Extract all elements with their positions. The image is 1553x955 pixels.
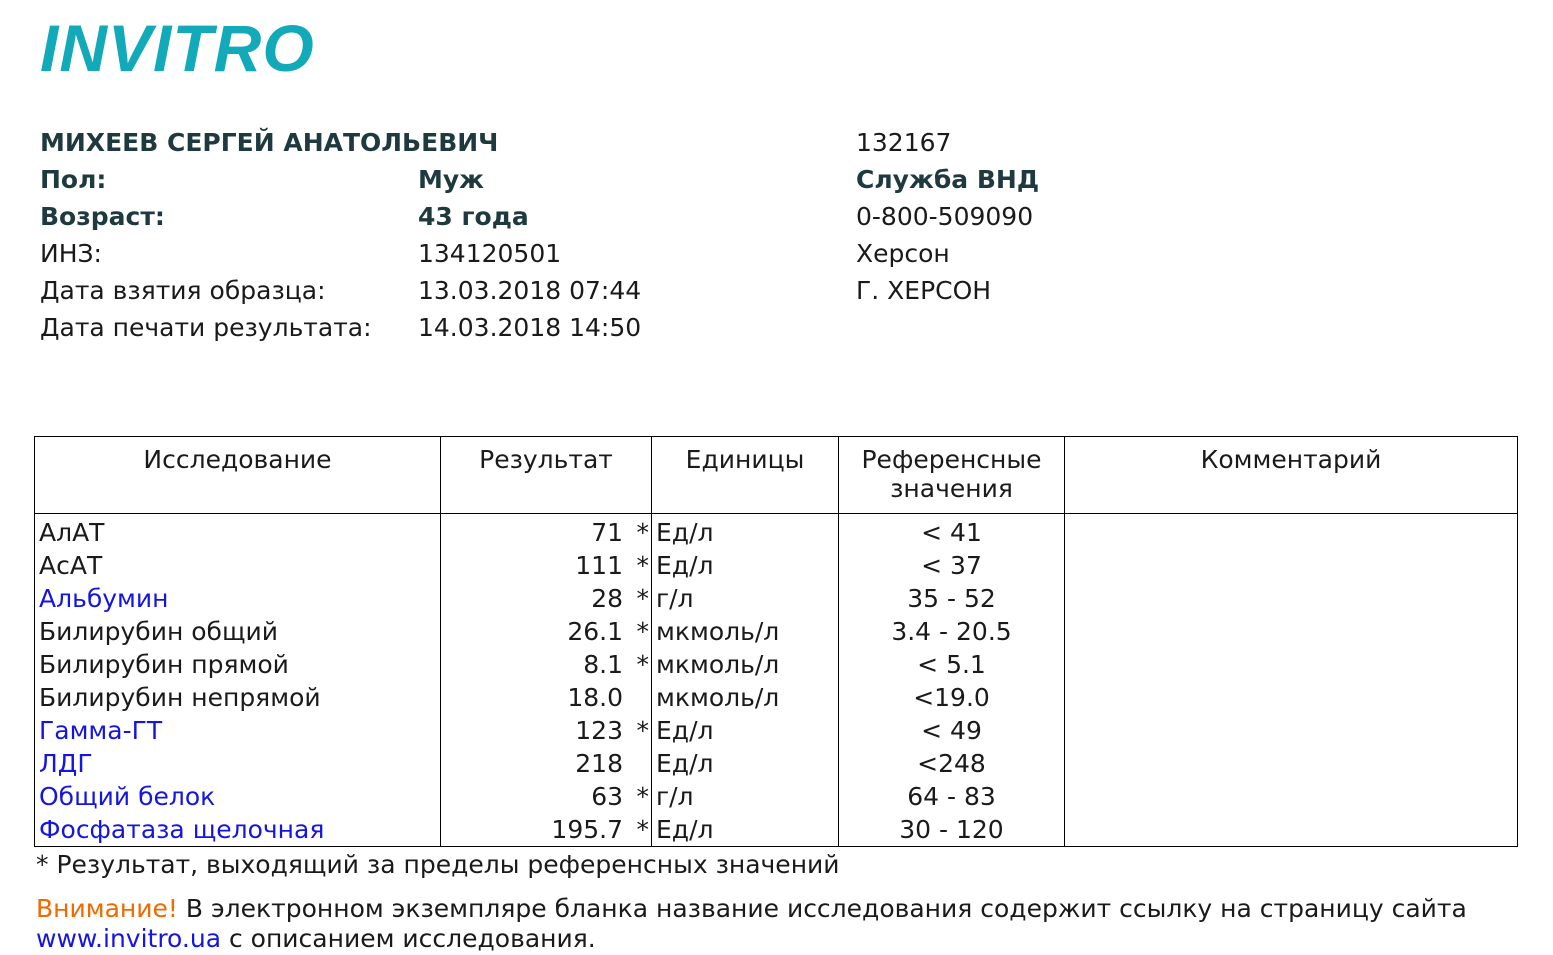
row-reference-cell: < 49 [839, 714, 1065, 747]
row-study-cell[interactable] [35, 582, 441, 615]
notice-text-2: с описанием исследования. [221, 924, 596, 953]
row-unit-cell: мкмоль/л [652, 681, 839, 714]
study-link[interactable]: ЛДГ [39, 749, 93, 778]
row-unit-cell: мкмоль/л [652, 648, 839, 681]
header-study: Исследование [35, 437, 441, 514]
result-value: 63 [591, 782, 623, 811]
study-name: Билирубин прямой [39, 650, 289, 679]
patient-name: МИХЕЕВ СЕРГЕЙ АНАТОЛЬЕВИЧ [40, 128, 499, 157]
age-value: 43 года [418, 202, 529, 231]
table-row [35, 780, 1518, 813]
table-row [35, 813, 1518, 847]
row-comment-cell [1065, 648, 1518, 681]
table-row [35, 549, 1518, 582]
table-header-row [35, 437, 1518, 514]
print-date-label: Дата печати результата: [40, 313, 372, 342]
row-unit-cell: Ед/л [652, 549, 839, 582]
header-reference-line2: значения [890, 474, 1013, 503]
table-row [35, 714, 1518, 747]
row-unit-cell: г/л [652, 780, 839, 813]
row-comment-cell [1065, 615, 1518, 648]
row-result-cell [441, 514, 652, 550]
row-study-cell[interactable] [35, 780, 441, 813]
footnote: * Результат, выходящий за пределы референсных значений [36, 850, 840, 879]
row-comment-cell [1065, 747, 1518, 780]
inz-label: ИНЗ: [40, 239, 102, 268]
row-result-cell [441, 648, 652, 681]
study-link[interactable]: Гамма-ГТ [39, 716, 163, 745]
row-study-cell [35, 514, 441, 550]
row-reference-cell: 35 - 52 [839, 582, 1065, 615]
row-reference-cell: < 37 [839, 549, 1065, 582]
row-study-cell [35, 615, 441, 648]
result-value: 28 [591, 584, 623, 613]
notice [36, 894, 1516, 954]
header-reference [839, 437, 1065, 514]
row-comment-cell [1065, 549, 1518, 582]
row-reference-cell: 30 - 120 [839, 813, 1065, 847]
study-link[interactable]: Фосфатаза щелочная [39, 815, 325, 844]
row-unit-cell: Ед/л [652, 813, 839, 847]
row-unit-cell: г/л [652, 582, 839, 615]
row-study-cell[interactable] [35, 714, 441, 747]
row-study-cell [35, 549, 441, 582]
row-reference-cell: <19.0 [839, 681, 1065, 714]
row-study-cell [35, 681, 441, 714]
row-study-cell [35, 648, 441, 681]
out-of-range-flag: * [636, 716, 649, 745]
row-comment-cell [1065, 714, 1518, 747]
row-result-cell [441, 714, 652, 747]
sample-date-label: Дата взятия образца: [40, 276, 326, 305]
out-of-range-flag: * [636, 782, 649, 811]
row-result-cell [441, 615, 652, 648]
table-row [35, 747, 1518, 780]
row-result-cell [441, 813, 652, 847]
out-of-range-flag: * [636, 551, 649, 580]
inz-value: 134120501 [418, 239, 562, 268]
result-value: 18.0 [567, 683, 623, 712]
table-row [35, 648, 1518, 681]
age-label: Возраст: [40, 202, 165, 231]
notice-text-1: В электронном экземпляре бланка название исследования содержит ссылку на страницу сайта [177, 894, 1467, 923]
study-name: АлАТ [39, 518, 105, 547]
study-name: Билирубин непрямой [39, 683, 321, 712]
result-value: 26.1 [567, 617, 623, 646]
study-name: Билирубин общий [39, 617, 279, 646]
clinic-city: Херсон [856, 239, 950, 268]
row-reference-cell: < 5.1 [839, 648, 1065, 681]
header-units: Единицы [652, 437, 839, 514]
out-of-range-flag: * [636, 815, 649, 844]
clinic-address: Г. ХЕРСОН [856, 276, 992, 305]
study-link[interactable]: Общий белок [39, 782, 216, 811]
row-comment-cell [1065, 813, 1518, 847]
sample-date-value: 13.03.2018 07:44 [418, 276, 642, 305]
row-reference-cell: < 41 [839, 514, 1065, 550]
row-comment-cell [1065, 681, 1518, 714]
result-value: 71 [591, 518, 623, 547]
result-value: 218 [575, 749, 623, 778]
row-result-cell [441, 747, 652, 780]
out-of-range-flag: * [636, 518, 649, 547]
result-value: 123 [575, 716, 623, 745]
row-unit-cell: мкмоль/л [652, 615, 839, 648]
clinic-code: 132167 [856, 128, 952, 157]
results-table [34, 436, 1518, 847]
invitro-logo: INVITRO [40, 11, 315, 85]
row-comment-cell [1065, 582, 1518, 615]
clinic-phone: 0-800-509090 [856, 202, 1034, 231]
row-comment-cell [1065, 514, 1518, 550]
row-unit-cell: Ед/л [652, 514, 839, 550]
row-reference-cell: <248 [839, 747, 1065, 780]
row-study-cell[interactable] [35, 747, 441, 780]
row-unit-cell: Ед/л [652, 747, 839, 780]
row-comment-cell [1065, 780, 1518, 813]
result-value: 8.1 [583, 650, 623, 679]
table-row [35, 615, 1518, 648]
notice-warning: Внимание! [36, 894, 178, 923]
out-of-range-flag: * [636, 617, 649, 646]
out-of-range-flag: * [636, 650, 649, 679]
header-result: Результат [441, 437, 652, 514]
row-result-cell [441, 549, 652, 582]
clinic-service: Служба ВНД [856, 165, 1040, 194]
study-name: АсАТ [39, 551, 103, 580]
row-result-cell [441, 582, 652, 615]
website-link[interactable]: www.invitro.ua [36, 924, 222, 953]
table-row [35, 582, 1518, 615]
header-reference-line1: Референсные [861, 445, 1042, 474]
row-reference-cell: 3.4 - 20.5 [839, 615, 1065, 648]
patient-values [418, 124, 641, 346]
sex-label: Пол: [40, 165, 107, 194]
row-reference-cell: 64 - 83 [839, 780, 1065, 813]
row-unit-cell: Ед/л [652, 714, 839, 747]
sex-value: Муж [418, 165, 485, 194]
result-value: 195.7 [551, 815, 623, 844]
row-result-cell [441, 780, 652, 813]
table-row [35, 681, 1518, 714]
row-result-cell [441, 681, 652, 714]
header-comment: Комментарий [1065, 437, 1518, 514]
out-of-range-flag: * [636, 584, 649, 613]
clinic-info [856, 124, 1039, 309]
row-study-cell[interactable] [35, 813, 441, 847]
table-row [35, 514, 1518, 550]
study-link[interactable]: Альбумин [39, 584, 169, 613]
result-value: 111 [575, 551, 623, 580]
print-date-value: 14.03.2018 14:50 [418, 313, 642, 342]
